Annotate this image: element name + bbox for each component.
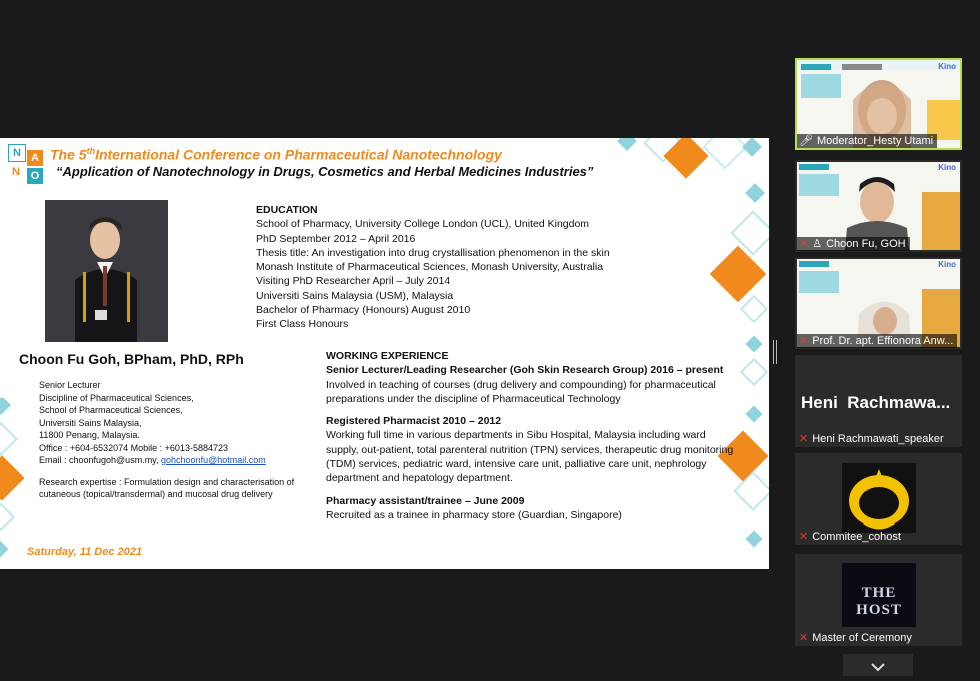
education-line: First Class Honours (256, 318, 349, 331)
mic-muted-icon: ✕ (799, 433, 809, 445)
education-line: Thesis title: An investigation into drug crystallisation phenomenon in the skin (256, 246, 610, 259)
brand-label: Kino (938, 260, 956, 269)
education-line: PhD September 2012 – April 2016 (256, 232, 416, 245)
research-expertise: Research expertise : Formulation design and characterisation of cutaneous (topical/transdermal) and mucosal drug delivery (39, 476, 295, 499)
brand-label: Kino (938, 62, 956, 71)
email-line: Email : choonfugoh@usm.my, gohchoonfu@hotmail.com (39, 455, 266, 465)
participant-name-label: ✕ Prof. Dr. apt. Effionora Anw... (797, 334, 957, 348)
host-logo (842, 563, 916, 627)
contact-line: School of Pharmaceutical Sciences, (39, 405, 183, 415)
work-desc: Working full time in various departments in Sibu Hospital, Malaysia including ward supply, out-patient, total parenteral nutrition (TPN) services, therapeutic drug monitoring (TDM) services, pediatric ward, intensive care unit, palliative care unit, nephrology department and hepatology department. (326, 429, 734, 485)
host-icon: ♙ (812, 238, 823, 250)
mic-muted-icon: ✕ (799, 335, 809, 347)
mic-muted-icon: ✕ (799, 238, 809, 250)
conference-title: The 5thInternational Conference on Pharmaceutical Nanotechnology (50, 146, 502, 163)
participant-tile-committee[interactable] (795, 453, 962, 545)
decorative-diamonds-left (0, 398, 24, 569)
education-line: Universiti Sains Malaysia (USM), Malaysia (256, 289, 454, 302)
work-title: Senior Lecturer/Leading Researcher (Goh Skin Research Group) 2016 – present (326, 364, 724, 377)
panel-resize-handle[interactable] (773, 340, 777, 364)
participant-name-label: 🎤︎ Moderator_Hesty Utami (797, 134, 937, 148)
chevron-down-icon (843, 654, 913, 676)
conference-subtitle: “Application of Nanotechnology in Drugs, Cosmetics and Herbal Medicines Industries” (56, 164, 594, 179)
shared-slide (0, 138, 769, 569)
participant-tile-heni[interactable] (795, 355, 962, 447)
work-section (326, 349, 736, 522)
contact-line: Discipline of Pharmaceutical Sciences, (39, 392, 194, 403)
work-title: Pharmacy assistant/trainee – June 2009 (326, 494, 525, 507)
contact-line: Office : +604-6532074 Mobile : +6013-5884723 (39, 442, 228, 453)
contact-line: Universiti Sains Malaysia, (39, 417, 142, 428)
host-logo-text: THE HOST (856, 585, 902, 618)
participant-tile-mc[interactable] (795, 554, 962, 646)
participant-display-name: Heni Rachmawa... (801, 393, 951, 412)
work-title: Registered Pharmacist 2010 – 2012 (326, 415, 502, 428)
work-desc: Involved in teaching of courses (drug delivery and compounding) for pharmaceutical preparations under the discipline of Pharmaceutical Technology (326, 378, 716, 405)
participant-tile-effionora[interactable] (795, 257, 962, 349)
event-date: Saturday, 11 Dec 2021 (27, 546, 142, 558)
education-line: Monash Institute of Pharmaceutical Sciences, Monash University, Australia (256, 261, 604, 274)
mic-on-icon: 🎤︎ (799, 135, 813, 147)
speaker-name: Choon Fu Goh, BPham, PhD, RPh (19, 351, 244, 367)
logo-letter-n2: N (8, 164, 24, 180)
speaker-portrait-icon (45, 200, 168, 342)
participant-tile-choon-fu[interactable] (795, 160, 962, 252)
mic-muted-icon: ✕ (799, 632, 809, 644)
logo-letter-o: O (27, 168, 43, 184)
participant-tile-moderator[interactable] (795, 58, 962, 150)
participant-name-label: ✕ Commitee_cohost (799, 531, 901, 543)
organization-logo-icon (842, 463, 916, 533)
education-section (256, 203, 610, 332)
brand-label: Kino (938, 163, 956, 172)
scroll-down-button[interactable] (843, 654, 913, 676)
education-line: Bachelor of Pharmacy (Honours) August 2010 (256, 304, 471, 317)
contact-line: Senior Lecturer (39, 380, 101, 390)
contact-line: 11800 Penang, Malaysia. (39, 430, 140, 440)
participant-name-label: ✕ Heni Rachmawati_speaker (799, 433, 944, 445)
education-line: Visiting PhD Researcher April – July 2014 (256, 275, 451, 288)
email-link[interactable]: gohchoonfu@hotmail.com (161, 455, 266, 465)
participant-name-label: ✕ ♙ Choon Fu, GOH (797, 237, 910, 251)
logo-letter-a: A (27, 150, 43, 166)
participant-name-label: ✕ Master of Ceremony (799, 632, 912, 644)
education-line: School of Pharmacy, University College London (UCL), United Kingdom (256, 218, 590, 231)
work-desc: Recruited as a trainee in pharmacy store (Guardian, Singapore) (326, 508, 622, 521)
speaker-photo (45, 200, 168, 342)
education-heading: EDUCATION (256, 204, 318, 216)
mic-muted-icon: ✕ (799, 531, 809, 543)
speaker-contact (39, 379, 309, 501)
nano-logo (8, 144, 46, 182)
logo-letter-n1: N (8, 144, 26, 162)
work-heading: WORKING EXPERIENCE (326, 350, 449, 362)
